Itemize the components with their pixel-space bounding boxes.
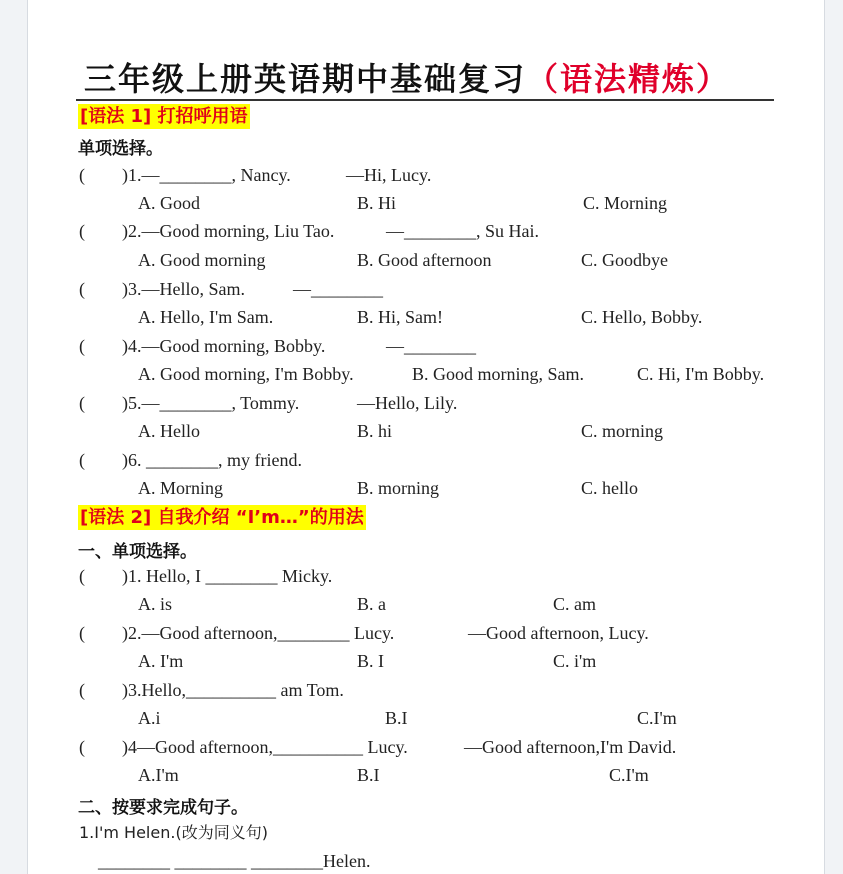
- option-a: A. is: [138, 594, 173, 614]
- q-stem: )2.—Good morning, Liu Tao.: [122, 221, 335, 241]
- option-a: A. Good morning: [138, 250, 266, 270]
- option-b: B. Hi: [357, 193, 397, 213]
- section-1-instruction: 单项选择。: [78, 139, 163, 159]
- q-stem: )2.—Good afternoon,________ Lucy.: [122, 623, 395, 643]
- q-paren: (: [79, 737, 85, 757]
- option-c: C. am: [553, 594, 596, 614]
- part-2-instruction: 二、按要求完成句子。: [78, 798, 248, 818]
- q-stem: )3.—Hello, Sam.: [122, 279, 245, 299]
- page-title: [84, 54, 730, 100]
- option-a: A. Hello: [138, 421, 200, 441]
- q-stem: )1.—________, Nancy.: [122, 165, 291, 185]
- option-c: C. hello: [581, 478, 638, 498]
- option-b: B. a: [357, 594, 386, 614]
- option-c: C. morning: [581, 421, 664, 441]
- option-c: C. i'm: [553, 651, 597, 671]
- viewer-left-margin: [0, 0, 28, 874]
- q-reply: —________: [293, 279, 383, 299]
- option-a: A.i: [138, 708, 161, 728]
- option-a: A. Hello, I'm Sam.: [138, 307, 274, 327]
- q-stem: )5.—________, Tommy.: [122, 393, 300, 413]
- option-b: B.I: [385, 708, 408, 728]
- q-paren: (: [79, 221, 85, 241]
- title-underline: [76, 99, 774, 101]
- q-stem: )3.Hello,__________ am Tom.: [122, 680, 344, 700]
- q-paren: (: [79, 623, 85, 643]
- section-1-heading: [语法 1] 打招呼用语: [80, 106, 248, 127]
- q-reply: —________: [386, 336, 476, 356]
- option-a: A. Good: [138, 193, 200, 213]
- q-reply: —Good afternoon, Lucy.: [468, 623, 649, 643]
- option-c: C.I'm: [637, 708, 677, 728]
- option-c: C. Morning: [583, 193, 668, 213]
- q-reply: —Hello, Lily.: [357, 393, 458, 413]
- q-paren: (: [79, 566, 85, 586]
- option-a: A. Morning: [138, 478, 223, 498]
- option-b: B. I: [357, 651, 384, 671]
- option-c: C. Goodbye: [581, 250, 668, 270]
- title-highlight: （语法精炼）: [526, 60, 731, 98]
- option-c: C. Hello, Bobby.: [581, 307, 703, 327]
- q-paren: (: [79, 450, 85, 470]
- q-reply: —Hi, Lucy.: [346, 165, 432, 185]
- q-paren: (: [79, 279, 85, 299]
- option-a: A. I'm: [138, 651, 184, 671]
- option-a: A.I'm: [138, 765, 179, 785]
- viewer-right-margin: [824, 0, 843, 874]
- q-reply: —Good afternoon,I'm David.: [464, 737, 677, 757]
- part-2-item: 1.I'm Helen.(改为同义句): [79, 823, 268, 842]
- option-c: C.I'm: [609, 765, 649, 785]
- q-stem: )4.—Good morning, Bobby.: [122, 336, 326, 356]
- option-b: B. Hi, Sam!: [357, 307, 444, 327]
- option-b: B. Good afternoon: [357, 250, 492, 270]
- q-reply: —________, Su Hai.: [386, 221, 539, 241]
- q-stem: )1. Hello, I ________ Micky.: [122, 566, 333, 586]
- q-paren: (: [79, 680, 85, 700]
- q-paren: (: [79, 165, 85, 185]
- title-main: 三年级上册英语期中基础复习: [84, 60, 527, 98]
- q-stem: )6. ________, my friend.: [122, 450, 302, 470]
- option-b: B. morning: [357, 478, 440, 498]
- q-stem: )4—Good afternoon,__________ Lucy.: [122, 737, 408, 757]
- q-paren: (: [79, 336, 85, 356]
- option-b: B.I: [357, 765, 380, 785]
- section-2-heading: [语法 2] 自我介绍 “I’m…”的用法: [80, 507, 364, 528]
- option-b: B. hi: [357, 421, 393, 441]
- option-b: B. Good morning, Sam.: [412, 364, 585, 384]
- q-paren: (: [79, 393, 85, 413]
- option-c: C. Hi, I'm Bobby.: [637, 364, 765, 384]
- option-a: A. Good morning, I'm Bobby.: [138, 364, 354, 384]
- part-2-answer-line: ________ ________ ________Helen.: [98, 851, 371, 871]
- section-2-instruction: 一、单项选择。: [78, 542, 197, 562]
